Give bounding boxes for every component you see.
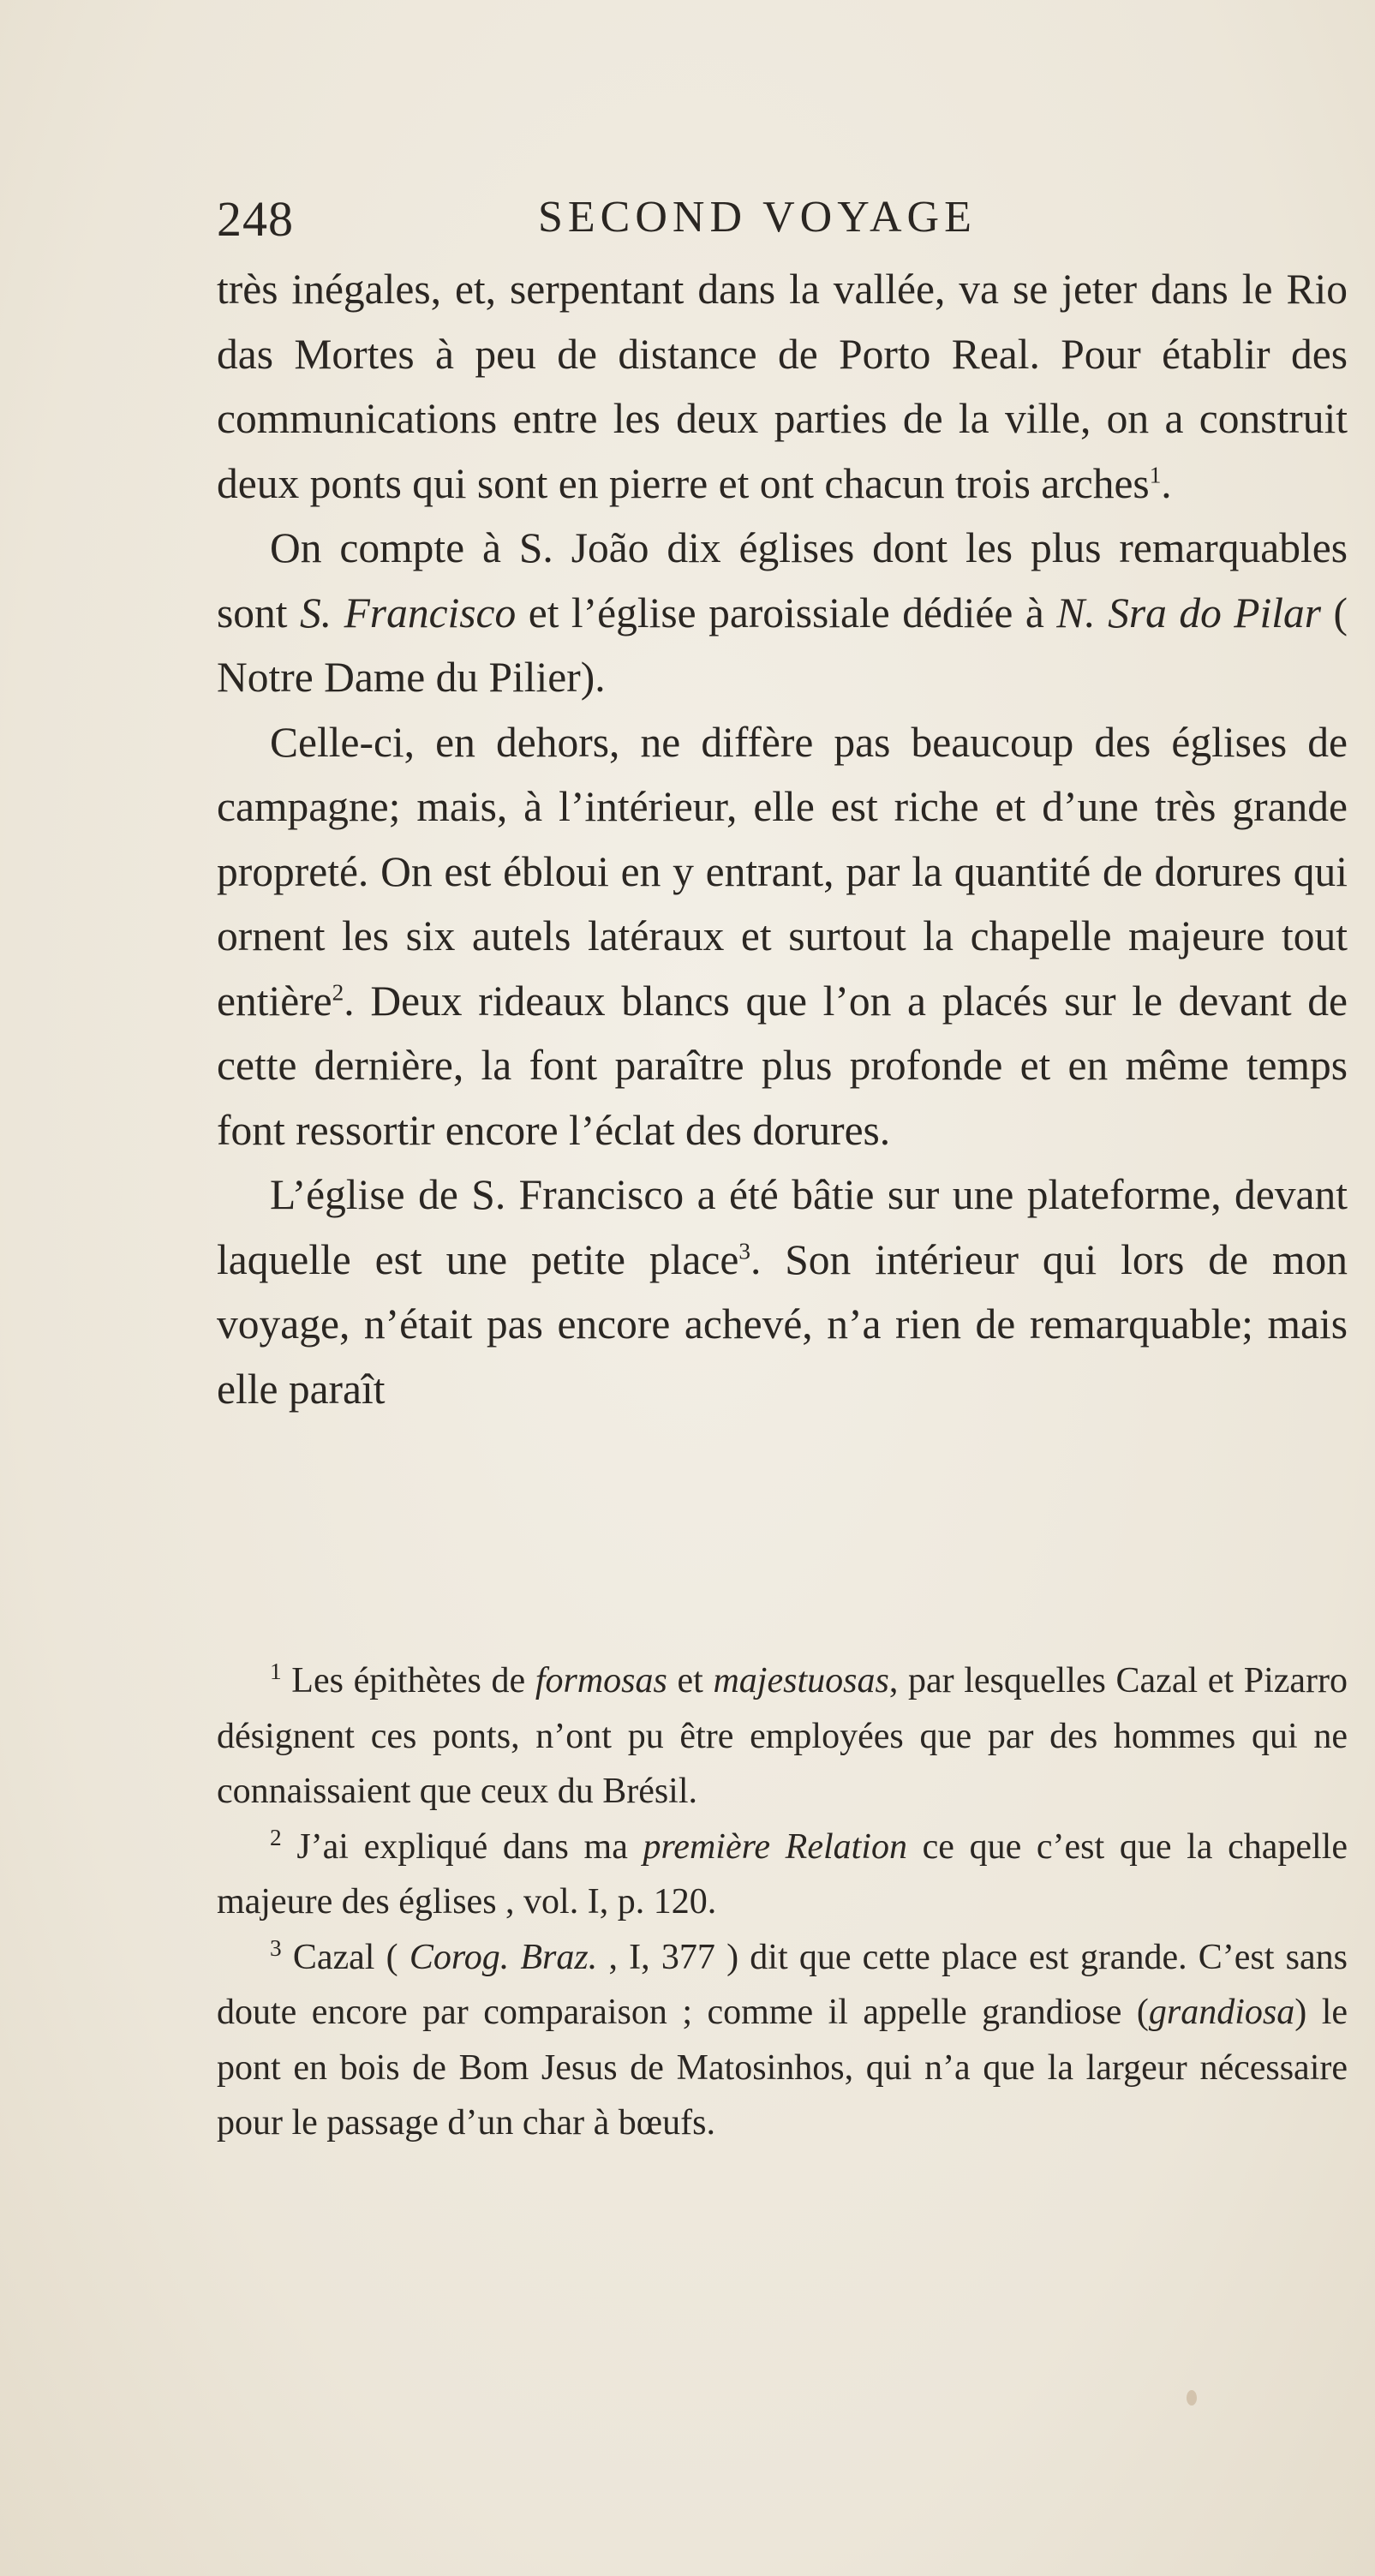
footnote-ref: 1: [1149, 462, 1162, 487]
paragraph: [217, 257, 1348, 516]
text-run: très inégales, et, serpentant dans la vallée, va se jeter dans le Rio das Mortes à peu de distance de Porto Real. Pour établir des communications entre les deux parties de la ville, on a construit deux ponts qui sont en pierre et ont chacun trois arches: [217, 266, 1348, 507]
footnote-mark: 2: [270, 1824, 282, 1850]
italic-text: première Relation: [643, 1826, 907, 1867]
footnote-ref: 3: [738, 1238, 750, 1264]
italic-text: formosas: [535, 1661, 667, 1700]
paper-stain: [1187, 2390, 1197, 2406]
text-run: Les épithètes de: [281, 1661, 535, 1700]
text-run: Cazal (: [281, 1937, 410, 1977]
text-run: et: [667, 1661, 714, 1700]
text-run: .: [1161, 459, 1172, 507]
italic-text: grandiosa: [1148, 1993, 1295, 2032]
page-number: 248: [217, 191, 294, 247]
italic-text: majestuosas: [713, 1661, 889, 1700]
text-run: L’église de S. Francisco a été bâtie sur une plateforme, devant laquelle est une petite place: [217, 1171, 1348, 1283]
footnote-ref: 2: [332, 979, 344, 1005]
running-title: SECOND VOYAGE: [538, 193, 977, 242]
text-run: ( Notre Dame du Pilier).: [217, 589, 1348, 701]
text-run: . Son intérieur qui lors de mon voyage, n’était pas encore achevé, n’a rien de remarquable; mais elle paraît: [217, 1235, 1348, 1413]
text-run: Celle-ci, en dehors, ne diffère pas beaucoup des églises de campagne; mais, à l’intérieur, elle est riche et d’une très grande propreté. On est ébloui en y entrant, par la quantité de dorures qui ornent les six autels latéraux et surtout la chapelle majeure tout entière: [217, 718, 1348, 1025]
footnote-mark: 1: [270, 1659, 282, 1684]
paragraph: [217, 1162, 1348, 1421]
text-run: , par lesquelles Cazal et Pizarro désignent ces ponts, n’ont pu être employées que par des hommes qui ne connaissaient que ceux du Brésil.: [217, 1661, 1348, 1811]
paragraph: [217, 516, 1348, 710]
text-run: , I, 377 ) dit que cette place est grande. C’est sans doute encore par comparaison ; comme il appelle grandiose (: [217, 1937, 1348, 2032]
page-header: [217, 190, 1348, 259]
paragraph: [217, 710, 1348, 1163]
footnote: [217, 1820, 1348, 1930]
footnotes: [217, 1653, 1348, 2151]
footnote: [217, 1930, 1348, 2151]
body-text: [217, 257, 1348, 1421]
text-run: ) le pont en bois de Bom Jesus de Matosinhos, qui n’a que la largeur nécessaire pour le passage d’un char à bœufs.: [217, 1993, 1348, 2143]
footnote: [217, 1653, 1348, 1820]
italic-text: S. Francisco: [299, 589, 517, 637]
text-run: J’ai expliqué dans ma: [281, 1826, 643, 1867]
text-run: . Deux rideaux blancs que l’on a placés sur le devant de cette dernière, la font paraître plus profonde et en même temps font ressortir encore l’éclat des dorures.: [217, 977, 1348, 1154]
italic-text: N. Sra do Pilar: [1056, 589, 1322, 637]
text-run: et l’église paroissiale dédiée à: [516, 589, 1057, 637]
text-run: ce que c’est que la chapelle majeure des églises , vol. I, p. 120.: [217, 1826, 1348, 1922]
footnote-mark: 3: [270, 1934, 282, 1961]
italic-text: Corog. Braz.: [409, 1937, 598, 1977]
text-run: On compte à S. João dix églises dont les plus remarquables sont: [217, 524, 1348, 637]
